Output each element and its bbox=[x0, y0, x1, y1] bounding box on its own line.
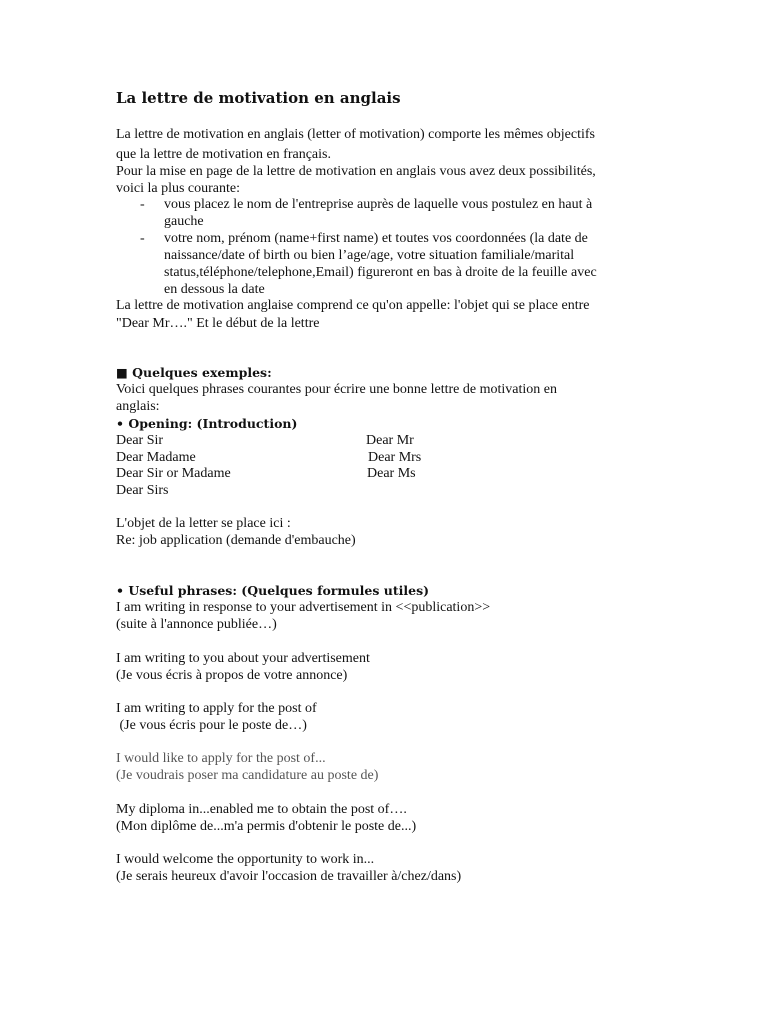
intro-line: Pour la mise en page de la lettre de motivation en anglais vous avez deux possibilités, bbox=[116, 164, 596, 179]
intro-line: que la lettre de motivation en français. bbox=[116, 147, 331, 162]
list-dash: - bbox=[140, 231, 145, 246]
phrase-french: (suite à l'annonce publiée…) bbox=[116, 617, 277, 632]
phrase-french: (Mon diplôme de...m'a permis d'obtenir le poste de...) bbox=[116, 819, 417, 834]
list-item-line: naissance/date of birth ou bien l’age/age, votre situation familiale/marital bbox=[164, 248, 575, 263]
list-dash: - bbox=[140, 197, 145, 212]
opening-right: Dear Mr bbox=[366, 433, 414, 448]
phrase-english: I would like to apply for the post of... bbox=[116, 751, 326, 766]
phrase-english: My diploma in...enabled me to obtain the post of…. bbox=[116, 802, 407, 817]
phrase-french: (Je voudrais poser ma candidature au poste de) bbox=[116, 768, 379, 783]
page-title: La lettre de motivation en anglais bbox=[116, 89, 401, 107]
body-line: L'objet de la letter se place ici : bbox=[116, 516, 291, 531]
phrase-french: (Je vous écris pour le poste de…) bbox=[116, 718, 307, 733]
body-line: Voici quelques phrases courantes pour écrire une bonne lettre de motivation en bbox=[116, 382, 557, 397]
opening-heading: • Opening: (Introduction) bbox=[116, 416, 298, 431]
list-item-line: vous placez le nom de l'entreprise auprès de laquelle vous postulez en haut à bbox=[164, 197, 593, 212]
opening-right: Dear Ms bbox=[367, 466, 416, 481]
opening-left: Dear Sir or Madame bbox=[116, 466, 231, 481]
phrase-french: (Je vous écris à propos de votre annonce) bbox=[116, 668, 348, 683]
opening-left: Dear Sirs bbox=[116, 483, 169, 498]
opening-left: Dear Sir bbox=[116, 433, 164, 448]
phrase-english: I am writing to you about your advertisement bbox=[116, 651, 370, 666]
opening-left: Dear Madame bbox=[116, 450, 196, 465]
opening-right: Dear Mrs bbox=[368, 450, 422, 465]
list-item-line: votre nom, prénom (name+first name) et toutes vos coordonnées (la date de bbox=[164, 231, 588, 246]
list-item-line: status,téléphone/telephone,Email) figureront en bas à droite de la feuille avec bbox=[164, 265, 597, 280]
list-item-line: gauche bbox=[164, 214, 204, 229]
intro-line: La lettre de motivation en anglais (letter of motivation) comporte les mêmes objectifs bbox=[116, 127, 595, 142]
phrase-english: I am writing in response to your advertisement in <<publication>> bbox=[116, 600, 491, 615]
list-item-line: en dessous la date bbox=[164, 282, 265, 297]
body-line: La lettre de motivation anglaise comprend ce qu'on appelle: l'objet qui se place entre bbox=[116, 298, 590, 313]
phrase-english: I am writing to apply for the post of bbox=[116, 701, 317, 716]
intro-line: voici la plus courante: bbox=[116, 181, 241, 196]
body-line: "Dear Mr…." Et le début de la lettre bbox=[116, 316, 320, 331]
body-line: anglais: bbox=[116, 399, 160, 414]
phrase-french: (Je serais heureux d'avoir l'occasion de travailler à/chez/dans) bbox=[116, 869, 462, 884]
useful-heading: • Useful phrases: (Quelques formules utiles) bbox=[116, 583, 430, 598]
phrase-english: I would welcome the opportunity to work in... bbox=[116, 852, 375, 867]
examples-heading: ■ Quelques exemples: bbox=[116, 365, 272, 380]
body-line: Re: job application (demande d'embauche) bbox=[116, 533, 356, 548]
